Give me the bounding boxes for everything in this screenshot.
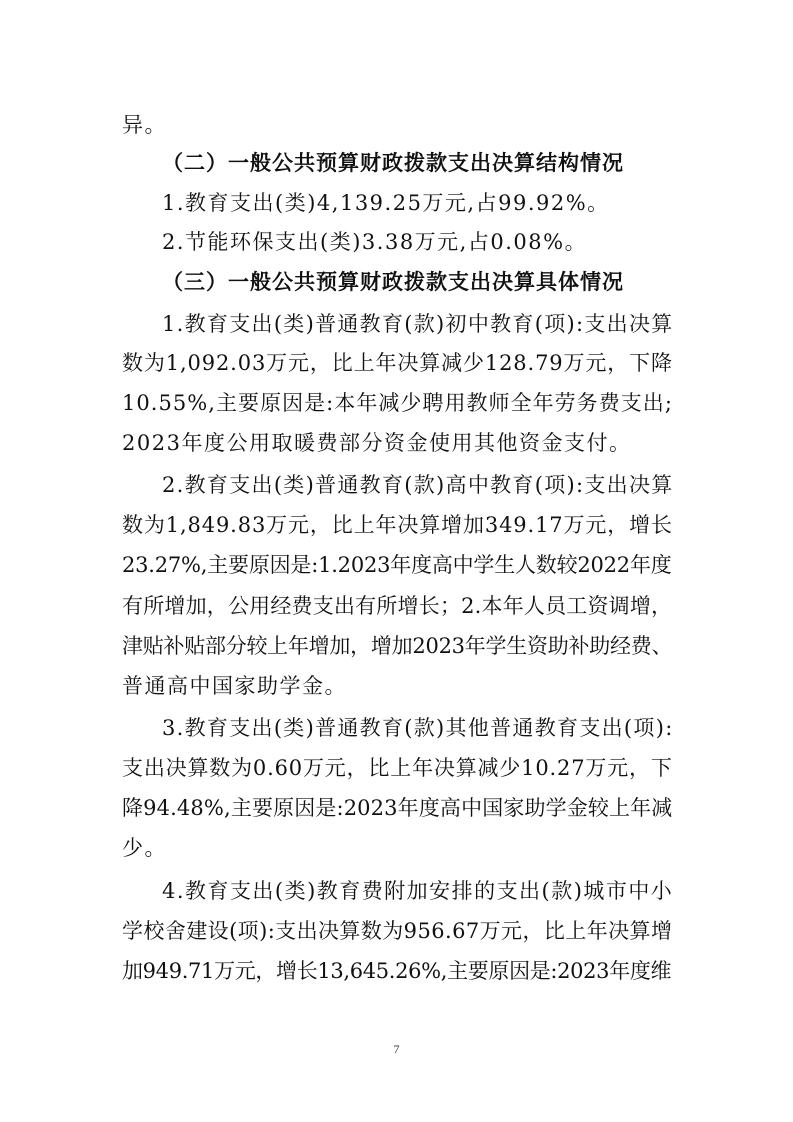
paragraph-2-line: 数为1,849.83万元，比上年决算增加349.17万元，增长 xyxy=(122,513,673,537)
paragraph-2-line: 普通高中国家助学金。 xyxy=(122,674,347,698)
carryover-text: 异。 xyxy=(122,113,167,137)
paragraph-3-line: 3.教育支出(类)普通教育(款)其他普通教育支出(项): xyxy=(162,716,674,740)
paragraph-3-line: 少。 xyxy=(122,836,167,860)
structure-item-education: 1.教育支出(类)4,139.25万元,占99.92%。 xyxy=(162,191,610,215)
paragraph-2-line: 津贴补贴部分较上年增加，增加2023年学生资助补助经费、 xyxy=(122,634,673,658)
structure-item-environment: 2.节能环保支出(类)3.38万元,占0.08%。 xyxy=(162,230,588,254)
paragraph-2-line: 2.教育支出(类)普通教育(款)高中教育(项):支出决算 xyxy=(162,473,674,497)
paragraph-4-line: 4.教育支出(类)教育费附加安排的支出(款)城市中小 xyxy=(162,879,674,903)
section-heading-details: （三）一般公共预算财政拨款支出决算具体情况 xyxy=(162,270,624,294)
page-number: 7 xyxy=(393,1042,400,1056)
paragraph-3-line: 降94.48%,主要原因是:2023年度高中国家助学金较上年减 xyxy=(122,796,673,820)
paragraph-1-line: 2023年度公用取暖费部分资金使用其他资金支付。 xyxy=(122,431,632,455)
paragraph-4-line: 学校舍建设(项):支出决算数为956.67万元，比上年决算增 xyxy=(122,919,673,943)
paragraph-1-line: 1.教育支出(类)普通教育(款)初中教育(项):支出决算 xyxy=(162,312,674,336)
paragraph-3-line: 支出决算数为0.60万元，比上年决算减少10.27万元，下 xyxy=(122,756,673,780)
paragraph-4-line: 加949.71万元，增长13,645.26%,主要原因是:2023年度维 xyxy=(122,959,672,983)
paragraph-1-line: 数为1,092.03万元，比上年决算减少128.79万元，下降 xyxy=(122,351,673,375)
section-heading-structure: （二）一般公共预算财政拨款支出决算结构情况 xyxy=(162,151,624,175)
paragraph-1-line: 10.55%,主要原因是:本年减少聘用教师全年劳务费支出; xyxy=(122,391,673,415)
paragraph-2-line: 23.27%,主要原因是:1.2023年度高中学生人数较2022年度 xyxy=(122,553,672,577)
paragraph-2-line: 有所增加，公用经费支出有所增长；2.本年人员工资调增， xyxy=(122,594,673,618)
